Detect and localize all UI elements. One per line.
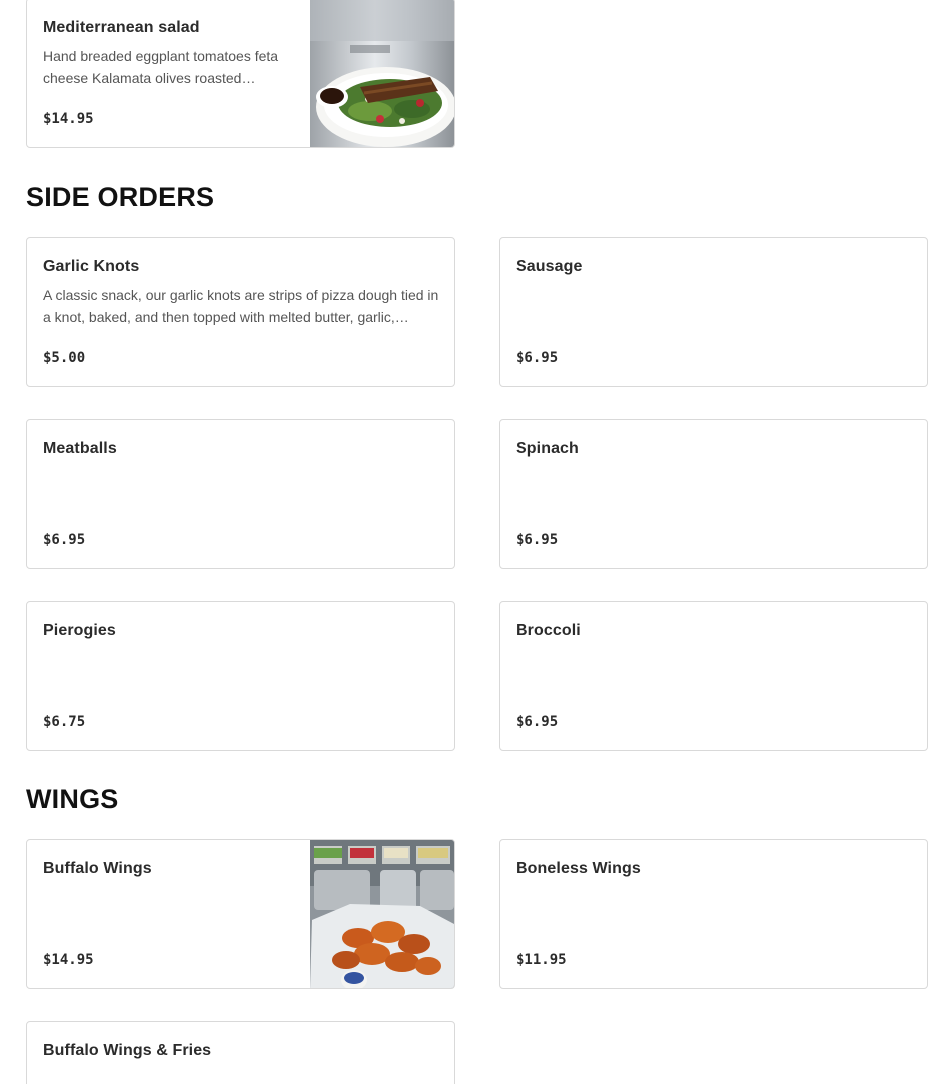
menu-item-card-buffalo-wings-fries[interactable] xyxy=(26,1021,455,1084)
wings-photo xyxy=(310,840,454,988)
menu-item-price: $6.95 xyxy=(516,350,559,366)
menu-item-name: Pierogies xyxy=(43,622,116,639)
salad-photo xyxy=(310,0,454,147)
menu-item-name: Broccoli xyxy=(516,622,581,639)
menu-item-price: $14.95 xyxy=(43,111,94,127)
menu-item-price: $11.95 xyxy=(516,952,567,968)
menu-item-price: $5.00 xyxy=(43,350,86,366)
menu-item-price: $6.95 xyxy=(43,532,86,548)
section-title-wings: WINGS xyxy=(26,784,119,814)
menu-item-card-buffalo-wings[interactable] xyxy=(26,839,455,989)
menu-item-card-mediterranean-salad[interactable] xyxy=(26,0,455,148)
menu-item-name: Garlic Knots xyxy=(43,258,140,275)
menu-item-name: Buffalo Wings xyxy=(43,860,152,877)
menu-item-name: Meatballs xyxy=(43,440,117,457)
menu-item-name: Buffalo Wings & Fries xyxy=(43,1042,212,1059)
menu-item-card-garlic-knots[interactable] xyxy=(26,237,455,387)
menu-item-description: A classic snack, our garlic knots are strips of pizza dough tied in a knot, baked, and then topped with melted butter, garlic,… xyxy=(43,287,439,325)
menu-item-price: $6.95 xyxy=(516,714,559,730)
menu-item-card-boneless-wings[interactable] xyxy=(499,839,928,989)
menu-item-name: Sausage xyxy=(516,258,583,275)
menu-item-name: Mediterranean salad xyxy=(43,19,200,36)
menu-item-description: Hand breaded eggplant tomatoes feta cheese Kalamata olives roasted… xyxy=(43,48,279,86)
section-title-side-orders: SIDE ORDERS xyxy=(26,182,215,212)
menu-item-card-sausage[interactable] xyxy=(499,237,928,387)
menu-item-name: Spinach xyxy=(516,440,579,457)
menu-item-card-pierogies[interactable] xyxy=(26,601,455,751)
menu-item-card-broccoli[interactable] xyxy=(499,601,928,751)
menu-item-card-meatballs[interactable] xyxy=(26,419,455,569)
menu-item-name: Boneless Wings xyxy=(516,860,641,877)
menu-item-price: $6.95 xyxy=(516,532,559,548)
menu-item-card-spinach[interactable] xyxy=(499,419,928,569)
menu-item-price: $6.75 xyxy=(43,714,86,730)
menu-item-price: $14.95 xyxy=(43,952,94,968)
